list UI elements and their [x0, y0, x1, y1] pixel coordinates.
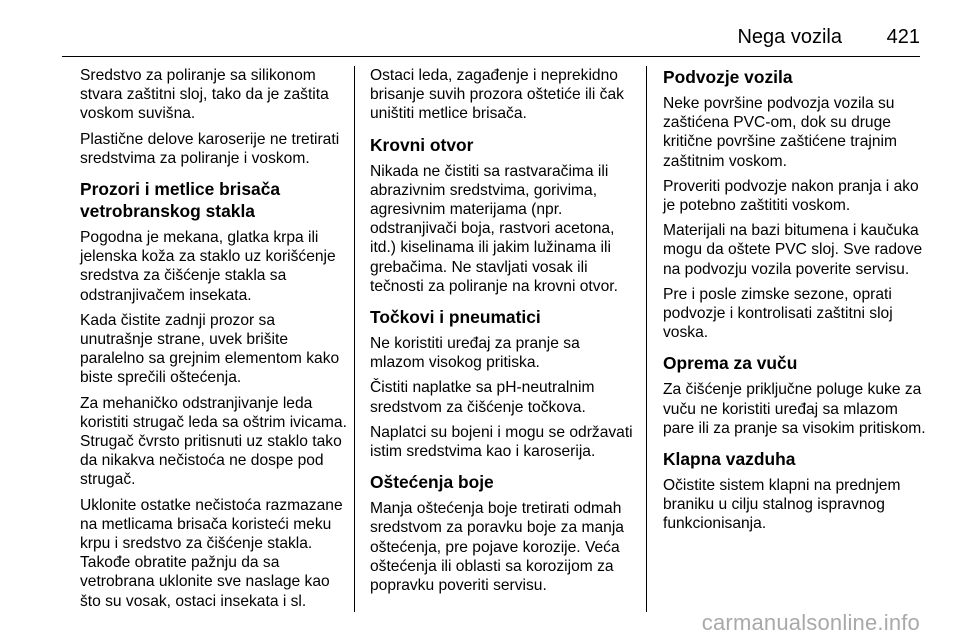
column-divider [354, 66, 355, 612]
paragraph: Ostaci leda, zagađenje i neprekidno brisanje suvih prozora oštetiće ili čak uništiti metlice brisača. [370, 67, 624, 123]
watermark: carmanualsonline.info [701, 610, 920, 635]
paragraph: Sredstvo za poliranje sa silikonom stvara zaštitni sloj, tako da je zaštita voskom suvišna. [80, 67, 329, 123]
page-header [62, 24, 920, 52]
section-heading: Točkovi i pneumatici [370, 307, 541, 328]
column-3 [663, 66, 933, 540]
section-title: Nega vozila [737, 26, 842, 48]
paragraph: Pogodna je mekana, glatka krpa ili jelenska koža za staklo uz korišćenje sredstva za čišćenje stakla sa odstranjivačem insekata. [80, 229, 336, 304]
paragraph: Plastične delove karoserije ne tretirati sredstvima za poliranje i voskom. [80, 130, 340, 167]
section-heading: Krovni otvor [370, 134, 474, 155]
paragraph: Za čišćenje priključne poluge kuke za vuču ne koristiti uređaj sa mlazom pare ili za pranje sa visokim pritiskom. [663, 381, 926, 437]
paragraph: Proveriti podvozje nakon pranja i ako je potebno zaštititi voskom. [663, 177, 919, 215]
paragraph: Nikada ne čistiti sa rastvaračima ili abrazivnim sredstvima, gorivima, agresivnim materijama (npr. odstranjivači boja, rastvori acetona, itd.) kiselinama ili jakim lužinama ili grebačima. Ne stavljati vosak ili tečnosti za poliranje na krovni otvor. [370, 162, 618, 295]
section-heading: Prozori i metlice brisača vetrobranskog stakla [80, 179, 281, 222]
header-rule [62, 56, 920, 57]
column-2 [370, 66, 638, 601]
paragraph: Kada čistite zadnji prozor sa unutrašnje strane, uvek brišite paralelno sa grejnim elementom kako biste sprečili oštećenja. [80, 311, 340, 387]
paragraph: Pre i posle zimske sezone, oprati podvozje i kontrolisati zaštitni sloj voska. [663, 285, 893, 342]
section-heading: Podvozje vozila [663, 67, 793, 87]
paragraph: Neke površine podvozja vozila su zaštićena PVC-om, dok su druge kritične površine zaštićene trajnim zaštitnim voskom. [663, 95, 897, 170]
paragraph: Materijali na bazi bitumena i kaučuka mogu da oštete PVC sloj. Sve radove na podvozju vozila poverite servisu. [663, 222, 923, 278]
page-number: 421 [886, 26, 920, 48]
paragraph: Manja oštećenja boje tretirati odmah sredstvom za poravku boje za manja oštećenja, pre pojave korozije. Veća oštećenja ili oblasti sa korozijom za popravku poveriti servisu. [370, 500, 624, 595]
paragraph: Čistiti naplatke sa pH-neutralnim sredstvom za čišćenje točkova. [370, 379, 595, 416]
column-divider [646, 66, 647, 612]
paragraph: Naplatci su bojeni i mogu se održavati istim sredstvima kao i karoserija. [370, 423, 633, 461]
section-heading: Oprema za vuču [663, 353, 798, 374]
column-1 [80, 66, 350, 617]
section-heading: Oštećenja boje [370, 472, 494, 493]
paragraph: Ne koristiti uređaj za pranje sa mlazom visokog pritiska. [370, 335, 580, 372]
paragraph: Očistite sistem klapni na prednjem braniku u cilju stalnog ispravnog funkcionisanja. [663, 477, 901, 533]
section-heading: Klapna vazduha [663, 449, 796, 470]
paragraph: Za mehaničko odstranjivanje leda koristiti strugač leda sa oštrim ivicama. Strugač čvrsto pritisnuti uz staklo tako da nikakva nečistoća ne dospe pod strugač. [80, 394, 347, 489]
paragraph: Uklonite ostatke nečistoća razmazane na metlicama brisača koristeći meku krpu i sredstvo za čišćenje stakla. Takođe obratite pažnju da sa vetrobrana uklonite sve naslage kao što su vosak, ostaci insekata i sl. [80, 496, 343, 610]
